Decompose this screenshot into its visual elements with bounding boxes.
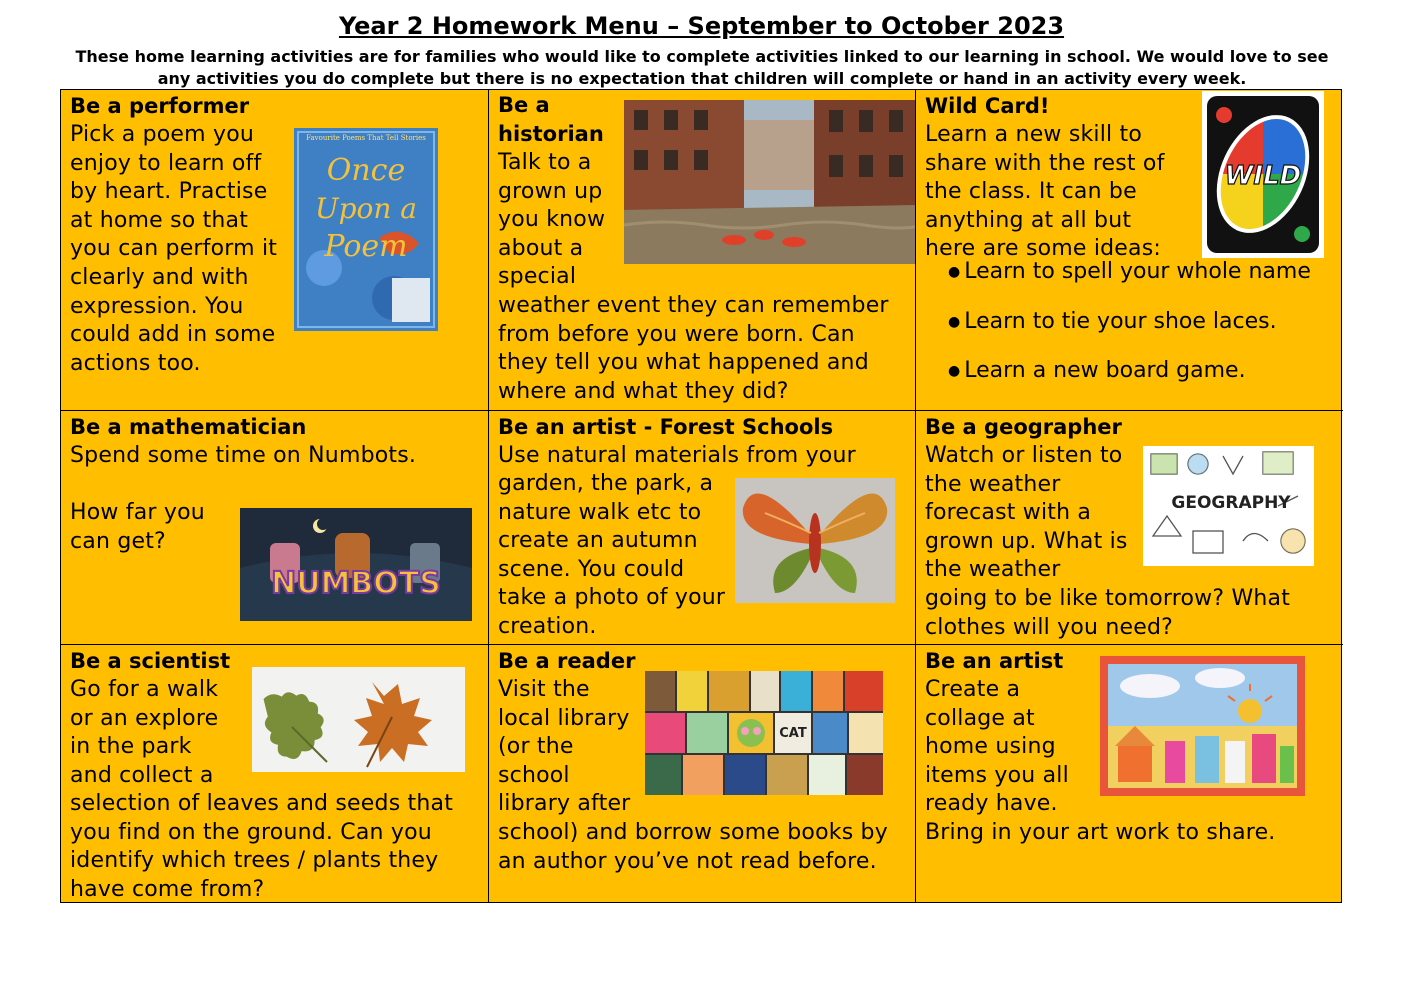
cell-mathematician	[61, 411, 489, 645]
numbots-label: NUMBOTS	[271, 566, 441, 601]
cell-text: Learn a new skill to share with the rest of the class. It can be anything at all but here are some ideas:	[925, 122, 1165, 262]
cell-text-bottom: garden, the park, a nature walk etc to create an autumn scene. You could take a photo of your creation.	[498, 471, 726, 639]
svg-text:Favourite Poems That Tell Stor: Favourite Poems That Tell Stories	[306, 134, 426, 142]
cell-text: Pick a poem you enjoy to learn off by heart. Practise at home so that you can perform it clearly and with expression. You could add in some actions too.	[70, 122, 278, 376]
cell-performer	[61, 90, 489, 411]
oak-leaves-image	[252, 667, 465, 772]
poem-book-cover-image	[294, 128, 438, 331]
cell-forest-schools	[489, 411, 916, 645]
book-covers-image	[645, 671, 883, 795]
cell-reader	[489, 645, 916, 902]
geography-image	[1143, 446, 1314, 566]
intro-text: These home learning activities are for families who would like to complete activities linked to our learning in school. We would love to see any activities you do complete but there is no expectation that children will complete or hand in an activity every week.	[75, 47, 1329, 88]
cell-heading: Be a reader	[498, 649, 636, 673]
book-cover-label: CAT	[779, 726, 807, 741]
cell-text-top: Visit the local library (or the school library after	[498, 677, 631, 817]
collage-painting-image	[1100, 656, 1305, 796]
cell-text-top: Use natural materials from your	[498, 443, 856, 468]
flooded-street-image	[624, 100, 916, 264]
cell-text-bottom: selection of leaves and seeds that you find on the ground. Can you identify which trees / plants they have come from?	[70, 791, 454, 902]
ideas-list	[948, 258, 1311, 407]
heading-line: Be a	[498, 93, 550, 117]
cell-wild-card	[916, 90, 1343, 411]
cell-heading: Be a mathematician	[70, 415, 307, 439]
cell-text-top: Talk to a grown up you know about a special	[498, 150, 606, 290]
cell-text-bottom: Bring in your art work to share.	[925, 820, 1276, 845]
cell-heading: Be a geographer	[925, 415, 1122, 439]
numbots-image	[240, 508, 472, 621]
cell-text-top: Create a collage at home using items you all ready have.	[925, 677, 1069, 817]
book-title-line-3: Poem	[324, 229, 408, 264]
list-item: ● Learn to tie your shoe laces.	[948, 308, 1311, 358]
heading-line: historian	[498, 121, 604, 146]
cell-scientist	[61, 645, 489, 902]
cell-text-bottom: weather event they can remember from before you were born. Can they tell you what happened and where and what they did?	[498, 293, 889, 404]
cell-heading: Be an artist	[925, 649, 1064, 673]
cell-historian	[489, 90, 916, 411]
cell-artist	[916, 645, 1343, 902]
geography-label: GEOGRAPHY	[1171, 493, 1291, 513]
homework-grid	[60, 89, 1342, 903]
cell-text-top: Go for a walk or an explore in the park and collect a	[70, 677, 219, 788]
cell-text-top: Watch or listen to the weather forecast with a grown up. What is the weather	[925, 443, 1128, 583]
list-item: ● Learn to spell your whole name	[948, 258, 1311, 308]
cell-text-top: Spend some time on Numbots.	[70, 443, 417, 468]
cell-heading: Be a performer	[70, 94, 250, 118]
cell-text-bottom: going to be like tomorrow? What clothes will you need?	[925, 586, 1291, 640]
cell-heading: Be an artist - Forest Schools	[498, 415, 834, 439]
wild-card-label: WILD	[1224, 161, 1302, 191]
book-title-line-1: Once	[326, 153, 406, 188]
leaf-butterfly-image	[735, 478, 895, 603]
book-title-line-2: Upon a	[314, 192, 418, 225]
cell-text-bottom: How far you can get?	[70, 500, 205, 554]
cell-heading: Wild Card!	[925, 94, 1050, 118]
cell-heading	[498, 91, 604, 148]
cell-heading: Be a scientist	[70, 649, 231, 673]
list-item: ● Learn a new board game.	[948, 357, 1311, 407]
page-title: Year 2 Homework Menu – September to October 2023	[338, 12, 1065, 40]
cell-text-bottom: school) and borrow some books by an author you’ve not read before.	[498, 820, 888, 874]
wild-card-image	[1202, 91, 1324, 258]
cell-geographer	[916, 411, 1343, 645]
